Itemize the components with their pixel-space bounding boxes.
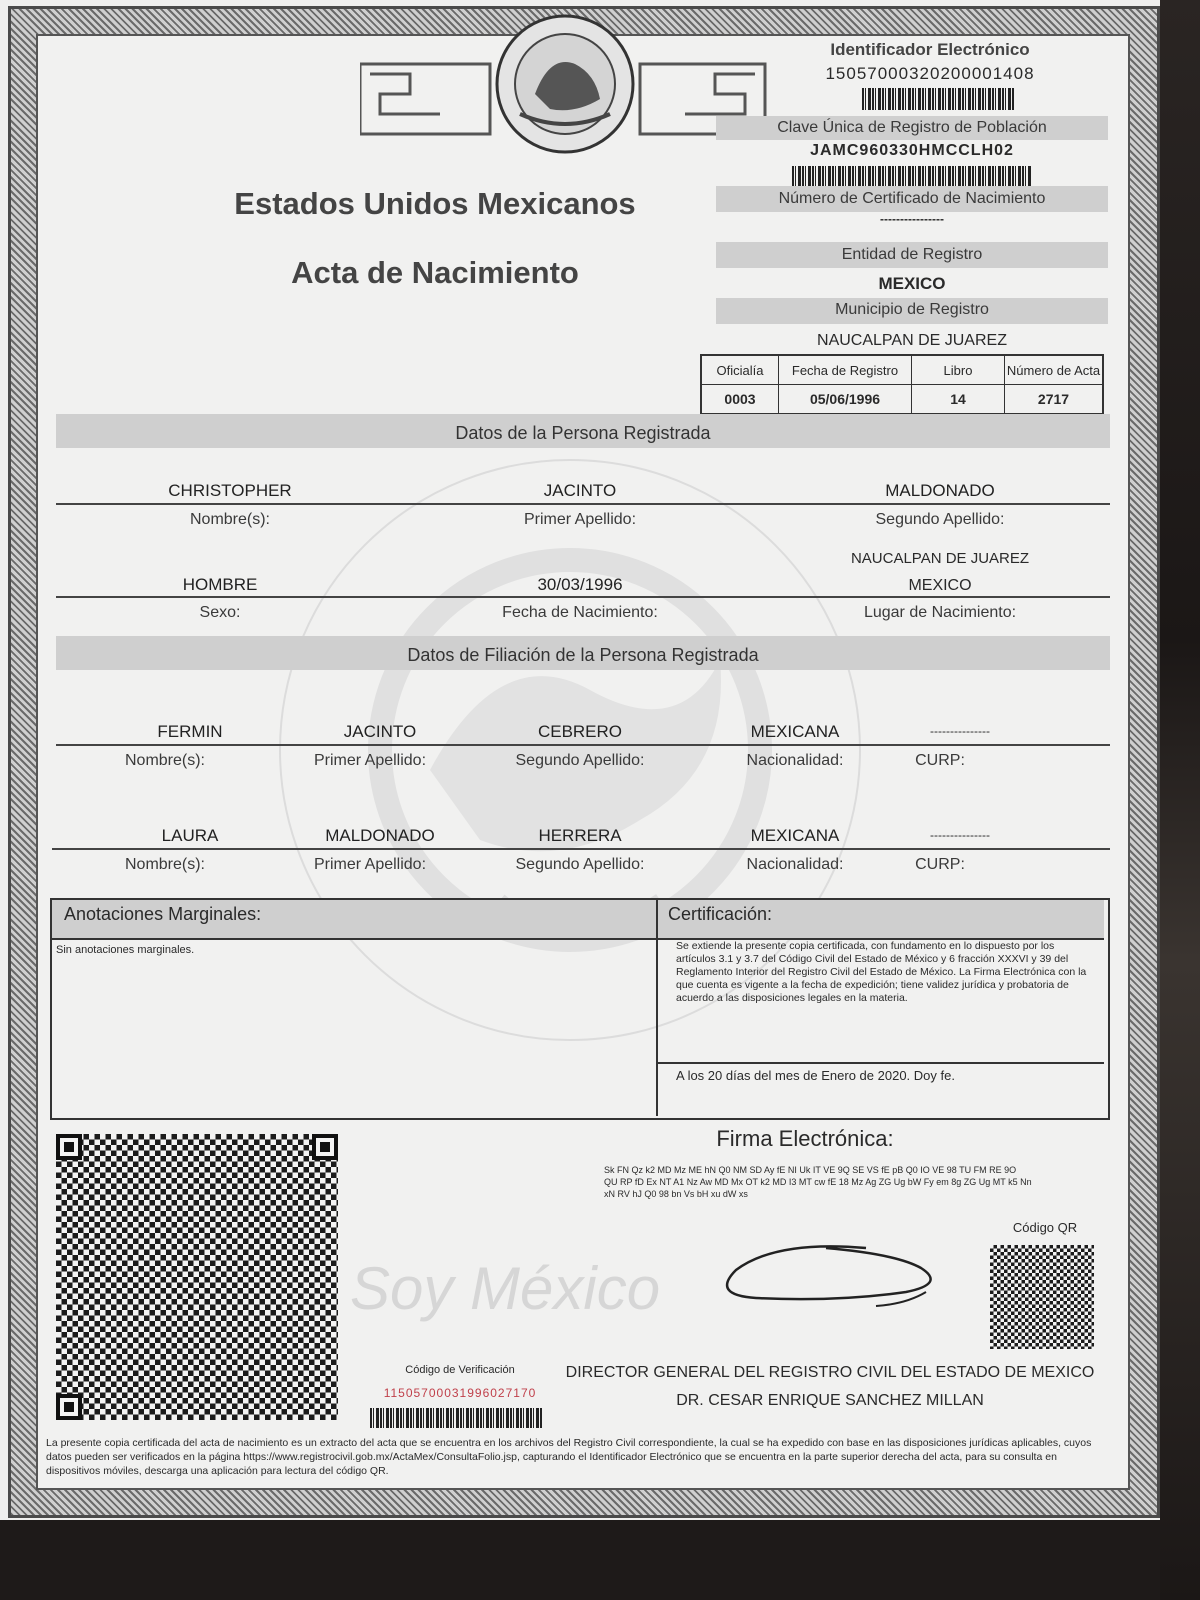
small-qr-code	[990, 1245, 1094, 1349]
padre-primer-apellido: JACINTO	[343, 722, 417, 741]
padre-segundo-apellido-label: Segundo Apellido:	[515, 752, 645, 769]
qr-label: Código QR	[1012, 1220, 1078, 1235]
madre-segundo-apellido: HERRERA	[538, 826, 622, 845]
certificacion-date: A los 20 días del mes de Enero de 2020. Doy fe.	[676, 1068, 955, 1083]
document-title: Acta de Nacimiento	[291, 255, 579, 290]
madre-curp-label: CURP:	[915, 856, 965, 873]
persona-sexo-label: Sexo:	[199, 604, 241, 621]
verification-code: 11505700031996027170	[383, 1386, 537, 1400]
background-surface	[1160, 0, 1200, 1600]
th-libro: Libro	[912, 355, 1005, 385]
padre-curp-label: CURP:	[915, 752, 965, 769]
cert-label: Número de Certificado de Nacimiento	[778, 190, 1046, 207]
persona-segundo-apellido-label: Segundo Apellido:	[875, 511, 1005, 528]
coat-of-arms-seal	[360, 4, 770, 154]
persona-nombre: CHRISTOPHER	[168, 481, 292, 500]
madre-primer-apellido-label: Primer Apellido:	[313, 856, 427, 873]
madre-segundo-apellido-label: Segundo Apellido:	[515, 856, 645, 873]
verification-label: Código de Verificación	[405, 1364, 515, 1376]
certificacion-title: Certificación:	[668, 904, 773, 924]
persona-section-title: Datos de la Persona Registrada	[455, 423, 711, 443]
padre-nacionalidad: MEXICANA	[750, 722, 840, 741]
divider	[56, 596, 1110, 598]
divider	[56, 503, 1110, 505]
divider	[658, 1062, 1104, 1064]
padre-nacionalidad-label: Nacionalidad:	[746, 752, 844, 769]
madre-nombre: LAURA	[161, 826, 219, 845]
padre-segundo-apellido: CEBRERO	[537, 722, 623, 741]
th-fecha-registro: Fecha de Registro	[779, 355, 912, 385]
registro-table	[700, 354, 1104, 415]
persona-segundo-apellido: MALDONADO	[885, 481, 995, 500]
th-oficialia: Oficialía	[701, 355, 779, 385]
persona-fecha-nacimiento-label: Fecha de Nacimiento:	[502, 604, 658, 621]
director-name: DR. CESAR ENRIQUE SANCHEZ MILLAN	[676, 1392, 984, 1409]
lugar-estado: MEXICO	[908, 577, 972, 594]
divider	[52, 848, 1110, 850]
padre-nombre: FERMIN	[157, 722, 223, 741]
divider	[56, 744, 1110, 746]
curp-label: Clave Única de Registro de Población	[777, 119, 1047, 136]
anotaciones-text: Sin anotaciones marginales.	[56, 944, 195, 956]
qr-finder	[312, 1134, 338, 1160]
persona-sexo: HOMBRE	[182, 575, 258, 594]
verification-qr-code	[56, 1134, 338, 1420]
entidad-value: MEXICO	[878, 274, 946, 293]
madre-nacionalidad-label: Nacionalidad:	[746, 856, 844, 873]
persona-primer-apellido-label: Primer Apellido:	[523, 511, 637, 528]
madre-nombre-label: Nombre(s):	[124, 856, 205, 873]
padre-curp: ---------------	[930, 724, 990, 738]
persona-nombre-label: Nombre(s):	[189, 511, 270, 528]
electronic-id-value: 15057000320200001408	[825, 64, 1035, 83]
electronic-id-label: Identificador Electrónico	[830, 40, 1030, 59]
madre-curp: ---------------	[930, 828, 990, 842]
td-libro: 14	[912, 385, 1005, 415]
anotaciones-title: Anotaciones Marginales:	[64, 904, 262, 924]
director-title: DIRECTOR GENERAL DEL REGISTRO CIVIL DEL ESTADO DE MEXICO	[565, 1364, 1095, 1381]
verification-barcode	[370, 1408, 542, 1428]
entidad-label: Entidad de Registro	[841, 246, 983, 263]
cert-value: ----------------	[880, 212, 944, 226]
registro-table-header-row	[701, 355, 1103, 385]
handwritten-signature	[716, 1240, 946, 1320]
country-title: Estados Unidos Mexicanos	[234, 186, 636, 221]
registro-table-value-row	[701, 385, 1103, 415]
padre-primer-apellido-label: Primer Apellido:	[313, 752, 427, 769]
persona-lugar-label: Lugar de Nacimiento:	[863, 604, 1017, 621]
madre-nacionalidad: MEXICANA	[750, 826, 840, 845]
curp-barcode	[792, 166, 1032, 186]
footer-legal-text: La presente copia certificada del acta de nacimiento es un extracto del acta que se encuentra en los archivos del Registro Civil correspondiente, la cual se ha expedido con base en las disposiciones jurídicas aplicables, cuyos datos pueden ser verificados en la página https://www.registrocivil.gob.mx/ActaMex/ConsultaFolio.jsp, capturando el Identificador Electrónico que se encuentra en la parte superior derecha del acta, para su consulta en dispositivos móviles, descarga una aplicación para lectura del código QR.	[46, 1437, 1092, 1477]
municipio-value: NAUCALPAN DE JUAREZ	[817, 332, 1007, 349]
td-fecha-registro: 05/06/1996	[779, 385, 912, 415]
curp-value: JAMC960330HMCCLH02	[810, 142, 1014, 159]
qr-finder	[56, 1134, 82, 1160]
madre-primer-apellido: MALDONADO	[325, 826, 435, 845]
filiacion-section-title: Datos de Filiación de la Persona Registrada	[407, 645, 759, 665]
persona-fecha-nacimiento: 30/03/1996	[537, 575, 623, 594]
padre-nombre-label: Nombre(s):	[124, 752, 205, 769]
firma-hash: Sk FN Qz k2 MD Mz ME hN Q0 NM SD Ay fE NI Uk IT VE 9Q SE VS fE pB Q0 IO VE 98 TU FM RE 9O QU RP fD Ex NT A1 Nz Aw MD Mx OT k2 MD I3 MT cw fE 18 Mz Ag ZG Ug bW Fy em 8g ZG Ug MT k5 Nn xN RV hJ Q0 98 bn Vs bH xu dW xs	[604, 1165, 1032, 1199]
persona-primer-apellido: JACINTO	[543, 481, 617, 500]
electronic-id-barcode	[862, 88, 1014, 110]
td-oficialia: 0003	[701, 385, 779, 415]
td-numero-acta: 2717	[1005, 385, 1104, 415]
qr-finder	[56, 1394, 82, 1420]
municipio-label: Municipio de Registro	[835, 301, 989, 318]
th-numero-acta: Número de Acta	[1005, 355, 1104, 385]
certificacion-text: Se extiende la presente copia certificada, con fundamento en lo dispuesto por los artículos 3.1 y 3.7 del Código Civil del Estado de México y 6 fracción XXXVI y 39 del Reglamento Interior del Registro Civil del Estado de México. La Firma Electrónica con la que cuenta es vigente a la fecha de expedición; tiene validez jurídica y probatoria de acuerdo a las disposiciones legales en la materia.	[676, 940, 1087, 1004]
firma-title: Firma Electrónica:	[716, 1126, 894, 1151]
lugar-municipio: NAUCALPAN DE JUAREZ	[850, 550, 1030, 567]
watermark-text: Soy México	[350, 1255, 661, 1322]
